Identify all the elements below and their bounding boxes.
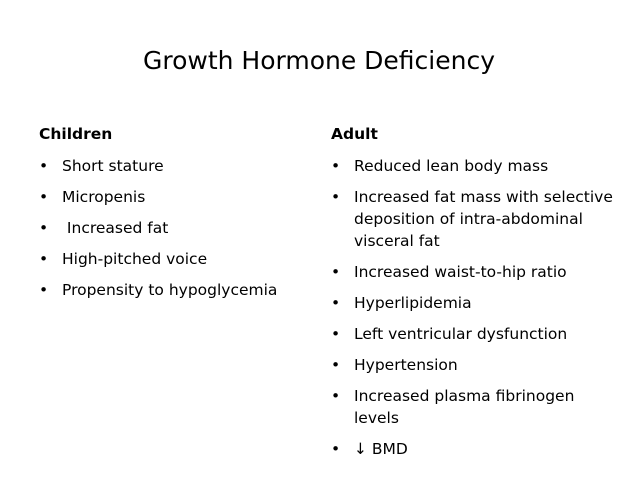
list-item: • Increased plasma fibrinogen levels — [331, 387, 575, 427]
list-item: • Left ventricular dysfunction — [331, 325, 568, 343]
children-heading: Children — [39, 125, 113, 143]
list-item: • Increased waist-to-hip ratio — [331, 263, 567, 281]
list-item: • Micropenis — [39, 188, 146, 206]
adult-column — [331, 123, 621, 469]
list-item: • Hypertension — [331, 356, 458, 374]
list-item: • Propensity to hypoglycemia — [39, 281, 278, 299]
list-item: • Reduced lean body mass — [331, 157, 549, 175]
bullet-icon: • — [39, 281, 49, 299]
adult-heading: Adult — [331, 125, 378, 143]
list-item: • Hyperlipidemia — [331, 294, 472, 312]
bullet-icon: • — [331, 263, 341, 281]
list-item: • Short stature — [39, 157, 164, 175]
bullet-icon: • — [331, 157, 341, 175]
list-item: • High-pitched voice — [39, 250, 208, 268]
slide-title: Growth Hormone Deficiency — [142, 46, 496, 75]
bullet-icon: • — [331, 440, 341, 458]
children-column — [39, 123, 314, 310]
bullet-icon: • — [331, 356, 341, 374]
bullet-icon: • — [39, 219, 49, 237]
bullet-icon: • — [39, 188, 49, 206]
children-list — [39, 155, 314, 301]
bullet-icon: • — [331, 294, 341, 312]
bullet-icon: • — [331, 387, 341, 405]
bullet-icon: • — [39, 250, 49, 268]
bullet-icon: • — [331, 188, 341, 206]
list-item: • ↓ BMD — [331, 440, 408, 458]
bullet-icon: • — [39, 157, 49, 175]
list-item: • Increased fat — [39, 219, 169, 237]
bullet-icon: • — [331, 325, 341, 343]
adult-list — [331, 155, 621, 460]
list-item: • Increased fat mass with selective deposition of intra-abdominal visceral fat — [331, 188, 613, 250]
